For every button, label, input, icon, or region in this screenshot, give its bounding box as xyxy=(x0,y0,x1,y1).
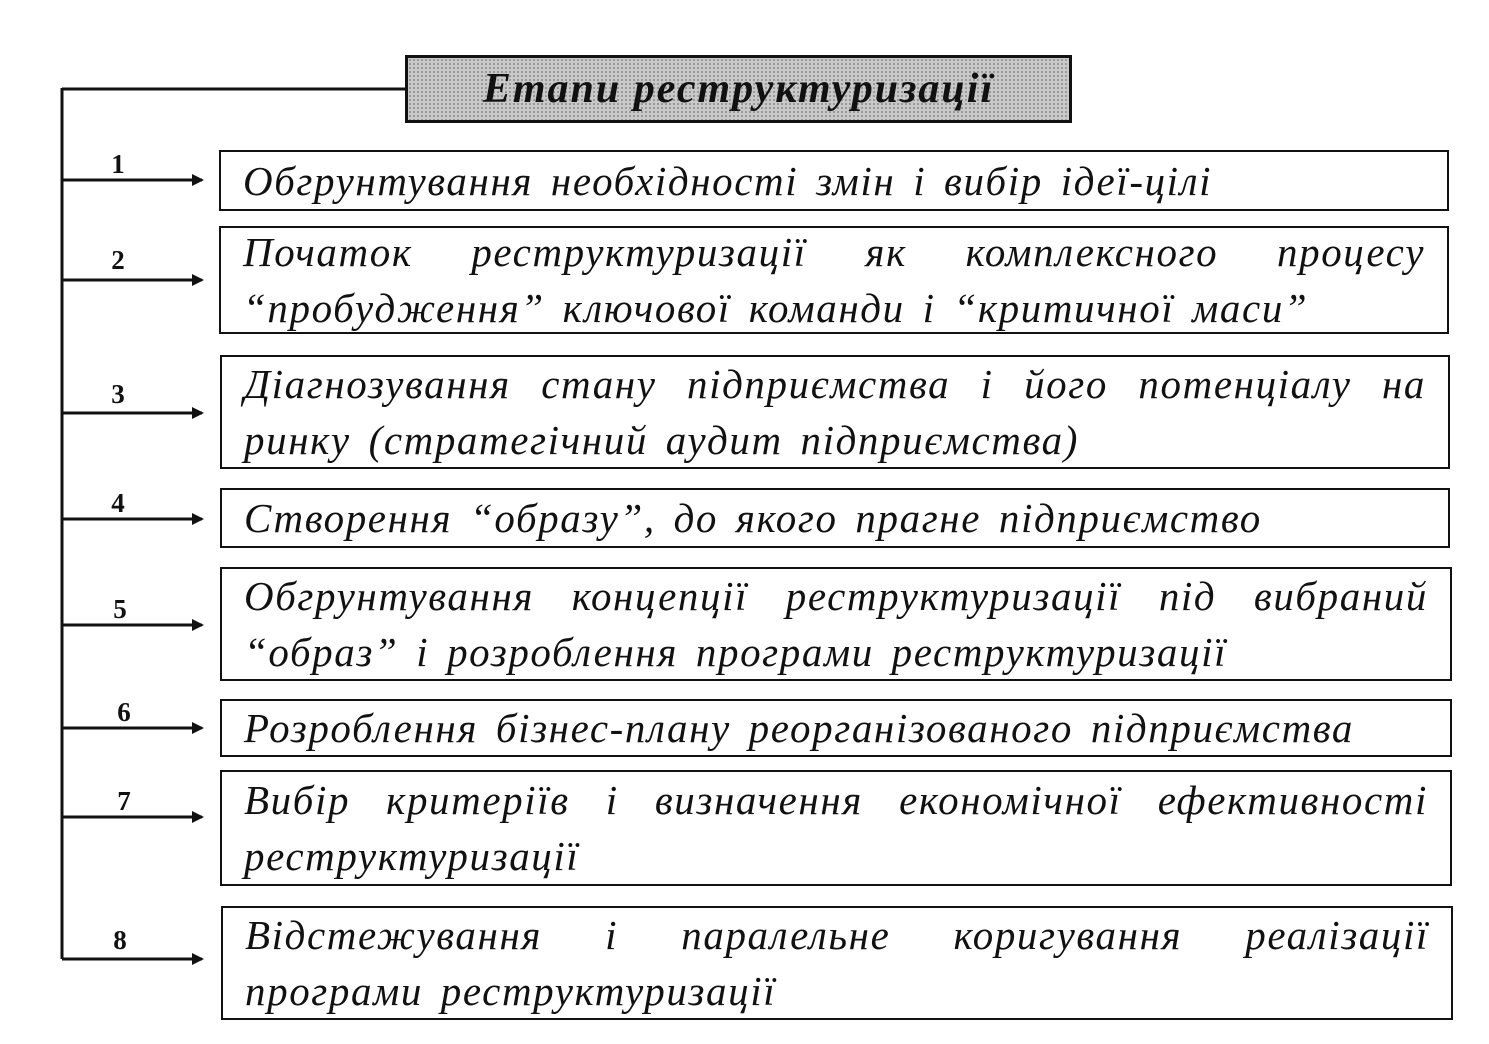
step-box-6 xyxy=(220,699,1452,757)
step-number-7: 7 xyxy=(117,786,131,816)
step-number-3: 3 xyxy=(111,379,125,409)
step-text-5: Обгрунтування концепції реструктуризації під вибраний “образ” і розроблення програми реструктуризації xyxy=(244,573,1428,675)
step-number-2: 2 xyxy=(111,245,125,275)
step-text-2: Початок реструктуризації як комплексного процесу “пробудження” ключової команди і “критичної маси” xyxy=(243,229,1425,331)
step-number-8: 8 xyxy=(113,925,127,955)
step-box-4 xyxy=(220,488,1450,548)
diagram-title: Етапи реструктуризації xyxy=(482,66,995,112)
step-text-7: Вибір критеріїв і визначення економічної ефективності реструктуризації xyxy=(244,777,1428,879)
step-text-1: Обгрунтування необхідності змін і вибір ідеї-цілі xyxy=(243,157,1213,204)
step-number-4: 4 xyxy=(111,488,125,518)
step-box-5 xyxy=(220,567,1452,681)
step-text-4: Створення “образу”, до якого прагне підприємство xyxy=(244,495,1262,541)
step-number-6: 6 xyxy=(117,697,131,727)
step-number-5: 5 xyxy=(113,594,127,624)
step-box-3 xyxy=(220,355,1450,469)
step-text-8: Відстежування і паралельне коригування реалізації програми реструктуризації xyxy=(245,912,1429,1014)
step-box-8 xyxy=(221,906,1453,1020)
step-text-6: Розроблення бізнес-плану реорганізованого підприємства xyxy=(244,705,1355,751)
step-box-7 xyxy=(220,770,1452,886)
step-box-2 xyxy=(219,226,1449,334)
step-box-1 xyxy=(219,150,1449,211)
step-number-1: 1 xyxy=(111,149,125,179)
step-text-3: Діагнозування стану підприємства і його потенціалу на ринку (стратегічний аудит підприємства) xyxy=(244,361,1426,463)
title-box xyxy=(405,55,1072,123)
